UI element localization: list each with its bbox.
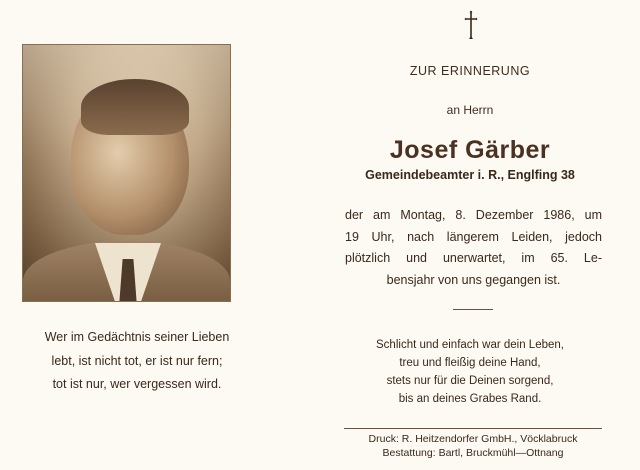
announcement-line: bensjahr von uns gegangen ist. xyxy=(386,272,561,287)
portrait-photo xyxy=(22,44,231,302)
cross-icon xyxy=(463,10,479,40)
verse-line: treu und fleißig deine Hand, xyxy=(399,357,541,369)
deceased-name: Josef Gärber xyxy=(389,136,551,164)
death-announcement xyxy=(345,205,602,291)
verse-line: Wer im Gedächtnis seiner Lieben xyxy=(44,330,230,344)
verse-line: tot ist nur, wer vergessen wird. xyxy=(52,377,222,391)
verse-line: Schlicht und einfach war dein Leben, xyxy=(376,339,564,351)
divider xyxy=(453,309,493,310)
imprint-divider xyxy=(344,428,602,429)
verse-line: lebt, ist nicht tot, er ist nur fern; xyxy=(51,353,223,368)
printer-line: Druck: R. Heitzendorfer GmbH., Vöcklabruck xyxy=(368,433,578,445)
verse-line: stets nur für die Deinen sorgend, xyxy=(386,375,554,387)
announcement-line: der am Montag, 8. Dezember 1986, um xyxy=(345,208,602,222)
announcement-line: plötzlich und unerwartet, im 65. Le- xyxy=(345,251,602,265)
deceased-title: Gemeindebeamter i. R., Englfing 38 xyxy=(365,168,575,182)
memorial-verse-left xyxy=(22,326,252,397)
undertaker-line: Bestattung: Bartl, Bruckmühl—Ottnang xyxy=(382,447,564,459)
announcement-line: 19 Uhr, nach längerem Leiden, jedoch xyxy=(345,229,602,244)
verse-line: bis an deines Grabes Rand. xyxy=(398,393,542,405)
memorial-verse-right xyxy=(330,336,610,408)
salutation: an Herrn xyxy=(446,103,494,117)
heading-zur-erinnerung: ZUR ERINNERUNG xyxy=(409,64,531,78)
imprint xyxy=(340,432,606,460)
